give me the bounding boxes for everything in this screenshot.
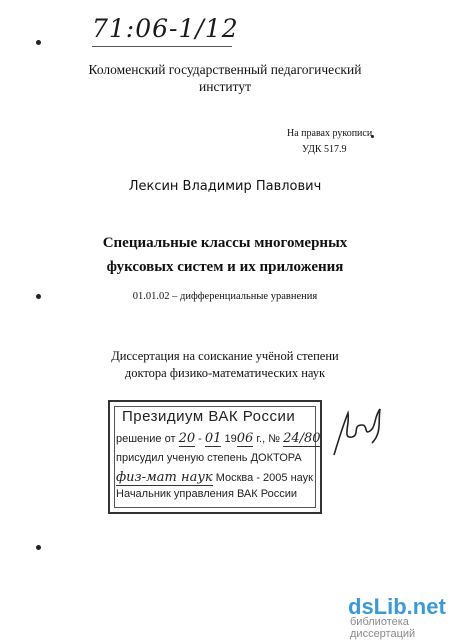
stamp-number-handwritten: 24/80	[283, 431, 321, 446]
stamp-city-year: Москва - 2005	[215, 472, 288, 484]
binder-hole	[36, 545, 41, 550]
stamp-head: Начальник управления ВАК России	[116, 488, 297, 500]
stamp-science-suffix: наук	[290, 472, 313, 484]
stamp-decision-label: решение от	[116, 433, 176, 445]
stamp-field-row	[116, 470, 313, 485]
vak-stamp	[108, 400, 322, 514]
specialty-code: 01.01.02 – дифференциальные уравнения	[132, 291, 318, 302]
archive-code-underline	[92, 46, 232, 47]
stamp-decision-row: решение от 20 - 01 1906 г., № 24/80	[116, 431, 321, 446]
stamp-number-label: г., №	[256, 433, 281, 445]
stamp-awarded: присудил ученую степень ДОКТОРА	[116, 452, 302, 464]
rights-notice: На правах рукописи	[287, 128, 373, 139]
stamp-year-handwritten: 06	[236, 431, 254, 446]
thesis-title-line-1: Специальные классы многомерных	[102, 235, 348, 251]
handwritten-archive-code: 71:06-1/12	[92, 14, 239, 43]
stamp-field-handwritten: физ-мат наук	[116, 470, 213, 485]
handwritten-signature	[322, 395, 392, 465]
institute-line-2: институт	[199, 79, 251, 94]
dslib-logo: dsLib.net	[348, 594, 446, 619]
binder-hole	[36, 40, 41, 45]
author-name: Лексин Владимир Павлович	[128, 179, 322, 194]
dissertation-line-1: Диссертация на соискание учёной степени	[111, 349, 339, 363]
stamp-date-day: 20	[178, 431, 196, 446]
thesis-title-line-2: фуксовых систем и их приложения	[106, 259, 344, 275]
stamp-title: Президиум ВАК России	[122, 408, 296, 425]
dslib-caption: библиотека диссертаций	[350, 616, 416, 640]
udc-code: УДК 517.9	[302, 144, 347, 155]
institute-line-1: Коломенский государственный педагогический	[88, 62, 362, 77]
stamp-year-prefix: 19	[224, 433, 237, 445]
dissertation-line-2: доктора физико-математических наук	[124, 366, 326, 380]
stamp-date-month: 01	[204, 431, 222, 446]
